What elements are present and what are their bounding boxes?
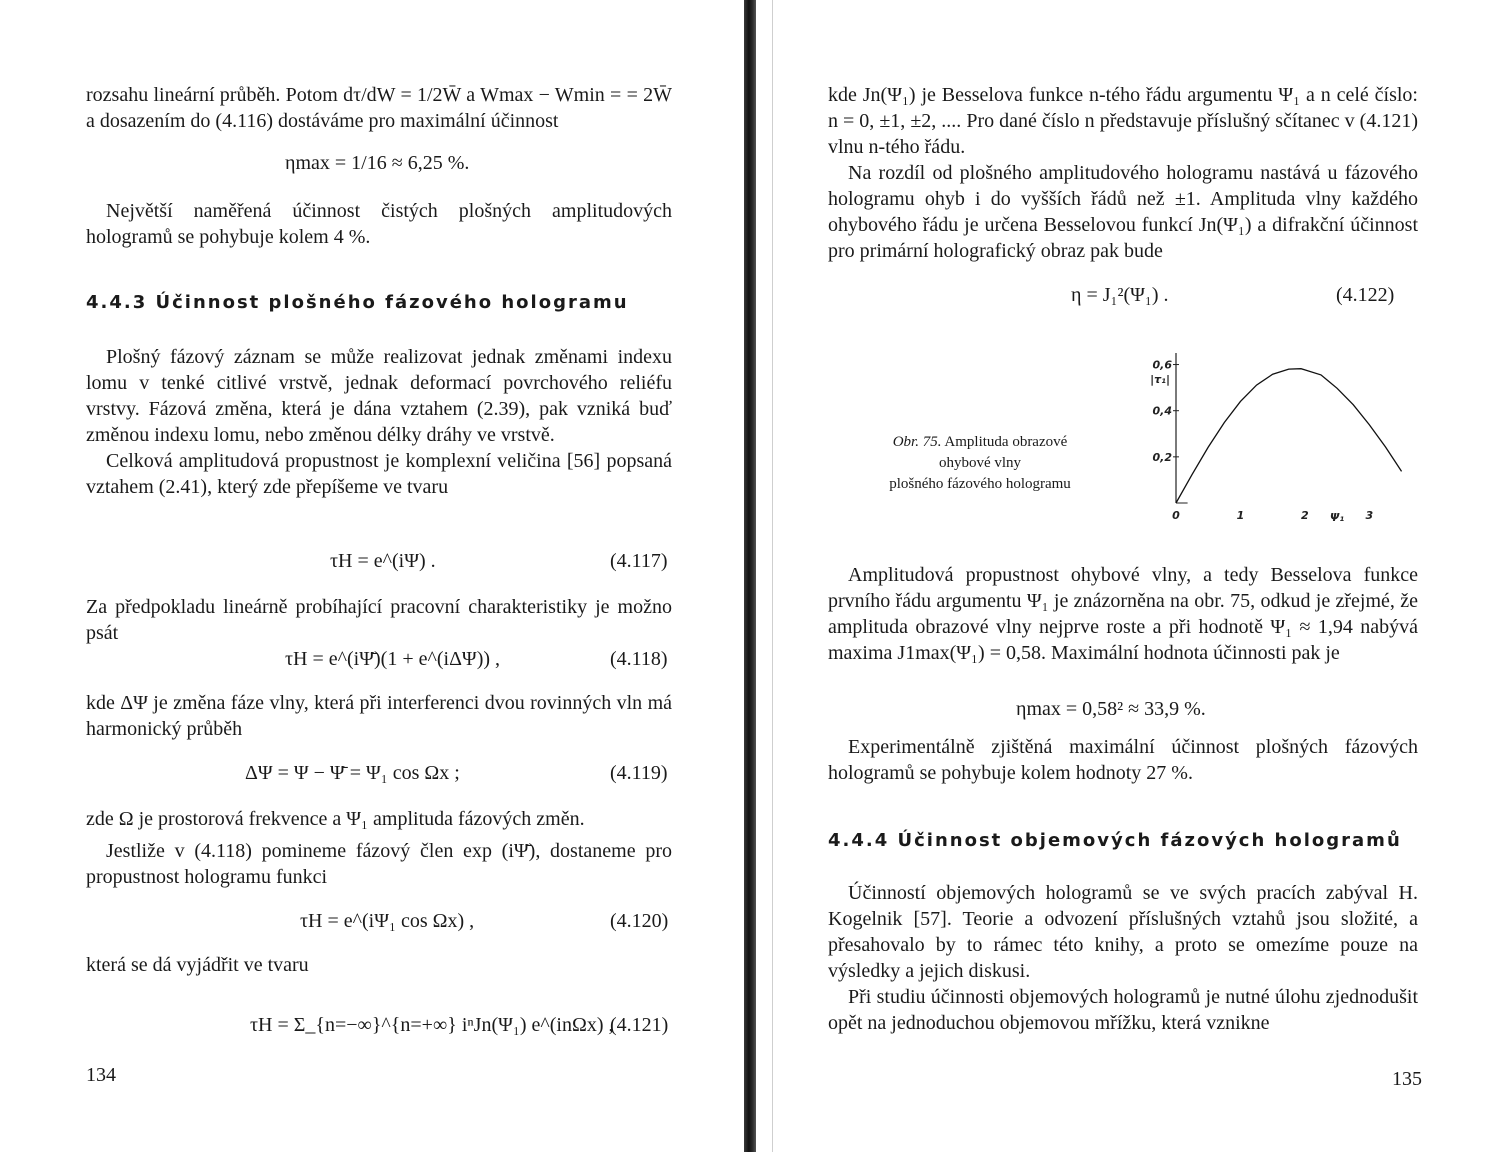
left-para-1: [86, 82, 672, 134]
right-page: [756, 0, 1506, 1152]
equation-number-4-121: (4.121): [610, 1014, 669, 1036]
equation-number-4-122: (4.122): [1336, 284, 1395, 306]
equation-4-120: τH = e^(iΨ₁ cos Ωx) ,: [300, 910, 475, 932]
left-para-9-text: která se dá vyjádřit ve tvaru: [86, 954, 309, 976]
x-tick-label: 3: [1365, 509, 1374, 522]
left-para-7: [86, 806, 672, 890]
right-para-5-text: Účinností objemových hologramů se ve svých pracích zabýval H. Kogelnik [57]. Teorie a odvození příslušných vztahů jsou složité, a přesahovalo by to rámec této knihy, a proto se omezíme pouze na výsledky a jejich diskusi.: [828, 882, 1418, 982]
left-para-8-text: Jestliže v (4.118) pomineme fázový člen exp (iΨ̄), dostaneme pro propustnost hologramu funkci: [86, 840, 672, 888]
left-para-5-text: Za předpokladu lineárně probíhající pracovní charakteristiky je možno psát: [86, 596, 672, 644]
equation-4-121: τH = Σ_{n=−∞}^{n=+∞} iⁿJn(Ψ₁) e^(inΩx) ,: [250, 1014, 614, 1036]
figure-caption-line-2: ohybové vlny: [938, 455, 1022, 471]
section-heading-4-4-4: 4.4.4 Účinnost objemových fázových hologramů: [828, 830, 1402, 851]
page-number-left: 134: [86, 1064, 116, 1086]
figure-caption-line-3: plošného fázového hologramu: [889, 476, 1071, 492]
y-axis-label: |τ₁|: [1150, 373, 1170, 386]
right-eq-2: ηmax = 0,58² ≈ 33,9 %.: [1016, 698, 1206, 720]
right-para-1-text: kde Jn(Ψ₁) je Besselova funkce n-tého řádu argumentu Ψ₁ a n celé číslo: n = 0, ±1, ±2, .... Pro dané číslo n představuje příslušný sčítanec v (4.121) vlnu n-tého řádu.: [828, 84, 1418, 158]
left-para-9: [86, 952, 672, 978]
figure-number: Obr. 75.: [892, 434, 942, 450]
left-para-1-text: rozsahu lineární průběh. Potom dτ/dW = 1/2W̄ a Wmax − Wmin = = 2W̄ a dosazením do (4.116) dostáváme pro maximální účinnost: [86, 84, 672, 132]
chart-plot-area: [1150, 353, 1401, 524]
page-number-right: 135: [1392, 1068, 1422, 1090]
equation-4-119: ΔΨ = Ψ − Ψ̄ = Ψ₁ cos Ωx ;: [245, 762, 460, 784]
x-tick-label: 0: [1172, 509, 1180, 522]
book-spine: [744, 0, 756, 1152]
right-para-4-text: Experimentálně zjištěná maximální účinnost plošných fázových hologramů se pohybuje kolem hodnoty 27 %.: [828, 736, 1418, 784]
x-tick-label: 1: [1236, 509, 1245, 522]
x-tick-label: 2: [1301, 509, 1309, 522]
right-para-3: [828, 562, 1418, 666]
left-page: [0, 0, 744, 1152]
equation-number-4-117: (4.117): [610, 550, 668, 572]
bessel-chart: [1136, 345, 1416, 525]
y-tick-label: 0,6: [1152, 358, 1172, 372]
right-para-6-text: Při studiu účinnosti objemových hologramů je nutné úlohu zjednodušit opět na jednoduchou objemovou mřížku, která vznikne: [828, 986, 1418, 1034]
right-para-1: [828, 82, 1418, 264]
caption-line-1-text: Amplituda obrazové: [944, 434, 1068, 450]
left-para-4-text: Celková amplitudová propustnost je komplexní veličina [56] popsaná vztahem (2.41), který zde přepíšeme ve tvaru: [86, 450, 672, 498]
left-para-2: [86, 198, 672, 250]
left-para-5: [86, 594, 672, 646]
left-eq-1: ηmax = 1/16 ≈ 6,25 %.: [285, 152, 470, 174]
left-para-2-text: Největší naměřená účinnost čistých plošných amplitudových hologramů se pohybuje kolem 4 %.: [86, 200, 672, 248]
figure-caption-line-1: [860, 432, 1100, 453]
left-para-3-text: Plošný fázový záznam se může realizovat jednak změnami indexu lomu v tenké citlivé vrstvě, jednak deformací povrchového reliéfu vrstvy. Fázová změna, která je dána vztahem (2.39), pak vzniká buď změnou indexu lomu, nebo změnou délky dráhy ve vrstvě.: [86, 346, 672, 446]
bessel-curve-line: [1176, 369, 1402, 503]
equation-number-4-119: (4.119): [610, 762, 668, 784]
left-para-7-text: zde Ω je prostorová frekvence a Ψ₁ amplituda fázových změn.: [86, 808, 585, 830]
right-para-5: [828, 880, 1418, 1036]
right-para-4: [828, 734, 1418, 786]
equation-4-122: η = J₁²(Ψ₁) .: [1071, 284, 1169, 306]
y-tick-label: 0,2: [1152, 450, 1172, 464]
left-para-3: [86, 344, 672, 500]
right-para-2-text: Na rozdíl od plošného amplitudového hologramu nastává u fázového hologramu ohyb i do vyšších řádů než ±1. Amplituda vlny každého ohybového řádu je určena Besselovou funkcí Jn(Ψ₁) a difrakční účinnost pro primární holografický obraz pak bude: [828, 162, 1418, 262]
figure-caption: [860, 432, 1100, 495]
equation-number-4-120: (4.120): [610, 910, 669, 932]
y-tick-label: 0,4: [1152, 404, 1172, 418]
left-para-6: [86, 690, 672, 742]
equation-4-117: τH = e^(iΨ) .: [330, 550, 436, 572]
equation-4-118: τH = e^(iΨ̄)(1 + e^(iΔΨ)) ,: [285, 648, 501, 670]
equation-number-4-118: (4.118): [610, 648, 668, 670]
left-para-6-text: kde ΔΨ je změna fáze vlny, která při interferenci dvou rovinných vln má harmonický průběh: [86, 692, 672, 740]
section-heading-4-4-3: 4.4.3 Účinnost plošného fázového hologramu: [86, 292, 629, 313]
right-para-3-text: Amplitudová propustnost ohybové vlny, a tedy Besselova funkce prvního řádu argumentu Ψ₁ je znázorněna na obr. 75, odkud je zřejmé, že amplituda obrazové vlny nejprve roste a při hodnotě Ψ₁ ≈ 1,94 nabývá maxima J1max(Ψ₁) = 0,58. Maximální hodnota účinnosti pak je: [828, 564, 1418, 664]
x-axis-label: Ψ₁: [1330, 511, 1345, 524]
